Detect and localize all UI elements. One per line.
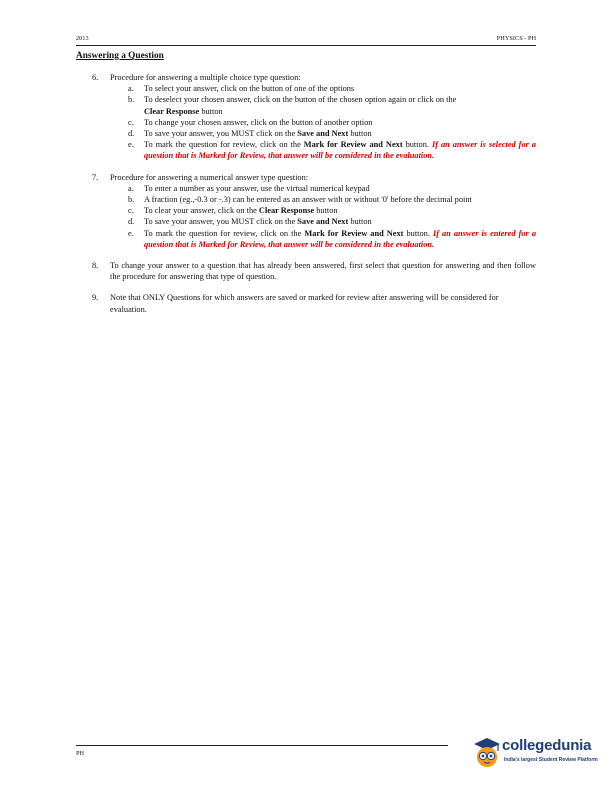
sub-text-after: button [348,129,372,139]
sub-item-d [110,216,536,227]
sub-text-after: button [348,217,372,227]
item-intro: Procedure for answering a multiple choice type question: [110,73,301,82]
item-text: Note that ONLY Questions for which answers are saved or marked for review after answering will be considered for evaluation. [110,293,499,314]
sub-label: a. [128,84,134,94]
sub-text: To mark the question for review, click on the [144,140,304,150]
header-year: 2013 [76,35,89,42]
sub-label: d. [128,129,135,139]
instructions-body [76,72,536,325]
bold-term: Mark for Review and Next [304,228,404,238]
sub-item-c [110,117,536,128]
item-number: 9. [92,293,99,303]
sub-item-a [110,183,536,194]
collegedunia-logo [470,733,602,773]
sub-item-d [110,128,536,139]
bold-term: Save and Next [297,129,349,139]
sub-text-after: button. [403,228,433,238]
sub-item-e [110,228,536,250]
sub-text-after: button [199,106,223,116]
section-title: Answering a Question [76,51,164,61]
sub-text: To save your answer, you MUST click on the [144,217,298,227]
sub-label: c. [128,117,134,127]
item-intro: Procedure for answering a numerical answer type question: [110,172,309,182]
question-7 [76,172,536,250]
sub-label: b. [128,195,135,205]
page-header [76,33,536,46]
sub-label: b. [128,95,135,105]
sub-item-e [110,139,536,161]
item-number: 6. [92,73,99,82]
header-subject: PHYSICS - PH [496,35,536,42]
evaluation-note: If an answer is entered for a question that is Marked for Review, that answer will be considered in the evaluation. [144,228,536,249]
sub-label: e. [128,228,134,238]
sub-label: d. [128,217,135,227]
sub-item-b [110,194,536,205]
bold-term: Clear Response [144,106,200,116]
sub-label: a. [128,183,134,193]
item-number: 8. [92,261,99,271]
sub-text: To mark the question for review, click on the [144,228,305,238]
item-number: 7. [92,172,99,182]
sub-item-c [110,205,536,216]
sub-text: To deselect your chosen answer, click on the button of the chosen option again or click on the [144,95,457,105]
page-footer [76,745,448,757]
sub-text: To clear your answer, click on the [144,206,259,216]
footer-code: PH [76,750,85,757]
sub-text: To select your answer, click on the button of one of the options [144,84,355,94]
bold-term: Clear Response [258,206,315,216]
sub-text: To enter a number as your answer, use the virtual numerical keypad [144,183,370,193]
sub-text: To change your chosen answer, click on the button of another option [144,117,373,127]
evaluation-note: If an answer is selected for a question that is Marked for Review, that answer will be considered in the evaluation. [144,140,536,161]
sub-item-b [110,94,536,116]
bold-term: Save and Next [297,217,349,227]
question-6 [76,72,536,162]
question-8 [76,260,536,282]
sub-text: A fraction (eg.,-0.3 or -.3) can be entered as an answer with or without '0' before the decimal point [144,195,472,205]
question-9 [76,292,536,314]
sub-text: To save your answer, you MUST click on the [144,129,298,139]
sub-item-a [110,83,536,94]
item-text: To change your answer to a question that has already been answered, first select that question for answering and then follow the procedure for answering that type of question. [110,261,536,282]
logo-name: collegedunia [502,737,592,754]
sub-text-after: button. [402,140,432,150]
sub-label: c. [128,206,134,216]
graduate-owl-icon [470,735,504,769]
sub-label: e. [128,140,134,150]
bold-term: Mark for Review and Next [303,140,403,150]
logo-tagline: India's largest Student Review Platform [504,757,598,763]
sub-text-after: button [314,206,338,216]
